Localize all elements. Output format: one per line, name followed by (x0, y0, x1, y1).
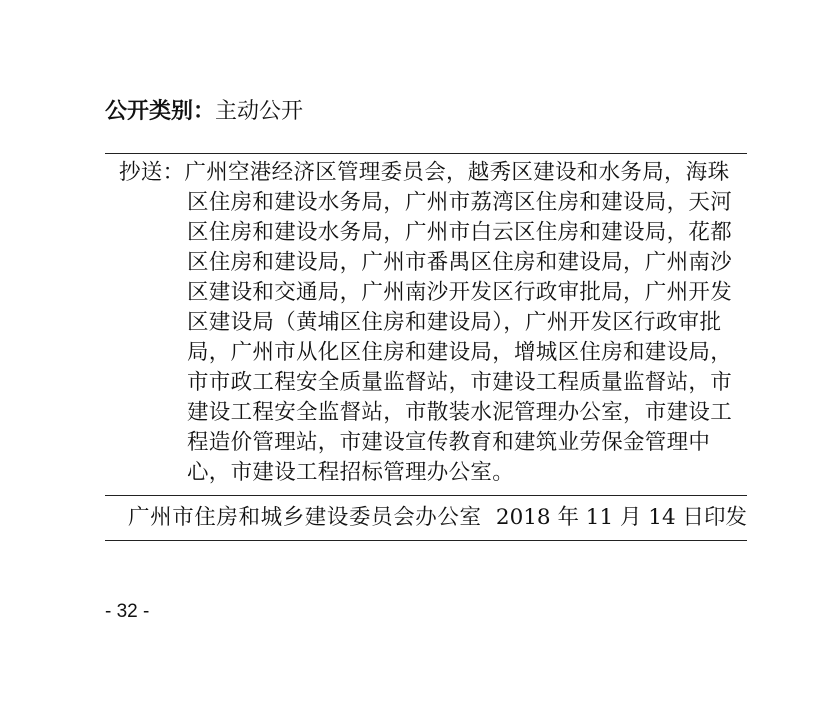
page-number: - 32 - (105, 601, 150, 622)
copy-to-line: 区建设局（黄埔区住房和建设局），广州开发区行政审批 (187, 310, 722, 335)
copy-to-line: 建设工程安全监督站，市散装水泥管理办公室，市建设工 (187, 400, 733, 425)
top-divider (105, 153, 747, 154)
disclosure-category-value: 主动公开 (215, 99, 304, 124)
copy-to-line: 市市政工程安全质量监督站，市建设工程质量监督站，市 (187, 370, 733, 395)
copy-to-block (119, 158, 751, 488)
issuance-footer (128, 502, 747, 534)
copy-to-line: 抄送：广州空港经济区管理委员会，越秀区建设和水务局，海珠 (119, 160, 730, 185)
copy-to-line: 区住房和建设水务局，广州市白云区住房和建设局，花都 (187, 220, 733, 245)
copy-to-line: 区住房和建设水务局，广州市荔湾区住房和建设局，天河 (187, 190, 733, 215)
disclosure-category (105, 96, 303, 128)
copy-to-line: 局，广州市从化区住房和建设局，增城区住房和建设局， (187, 340, 733, 365)
issuing-office: 广州市住房和城乡建设委员会办公室 (128, 505, 482, 530)
copy-to-line: 区建设和交通局，广州南沙开发区行政审批局，广州开发 (187, 280, 733, 305)
copy-to-line: 心，市建设工程招标管理办公室。 (187, 460, 515, 485)
middle-divider (105, 495, 747, 496)
copy-to-line: 程造价管理站，市建设宣传教育和建筑业劳保金管理中 (187, 430, 711, 455)
disclosure-category-label: 公开类别： (105, 99, 216, 124)
copy-to-line: 区住房和建设局，广州市番禺区住房和建设局，广州南沙 (187, 250, 733, 275)
issue-date: 2018 年 11 月 14 日印发 (495, 505, 747, 530)
bottom-divider (105, 540, 747, 541)
